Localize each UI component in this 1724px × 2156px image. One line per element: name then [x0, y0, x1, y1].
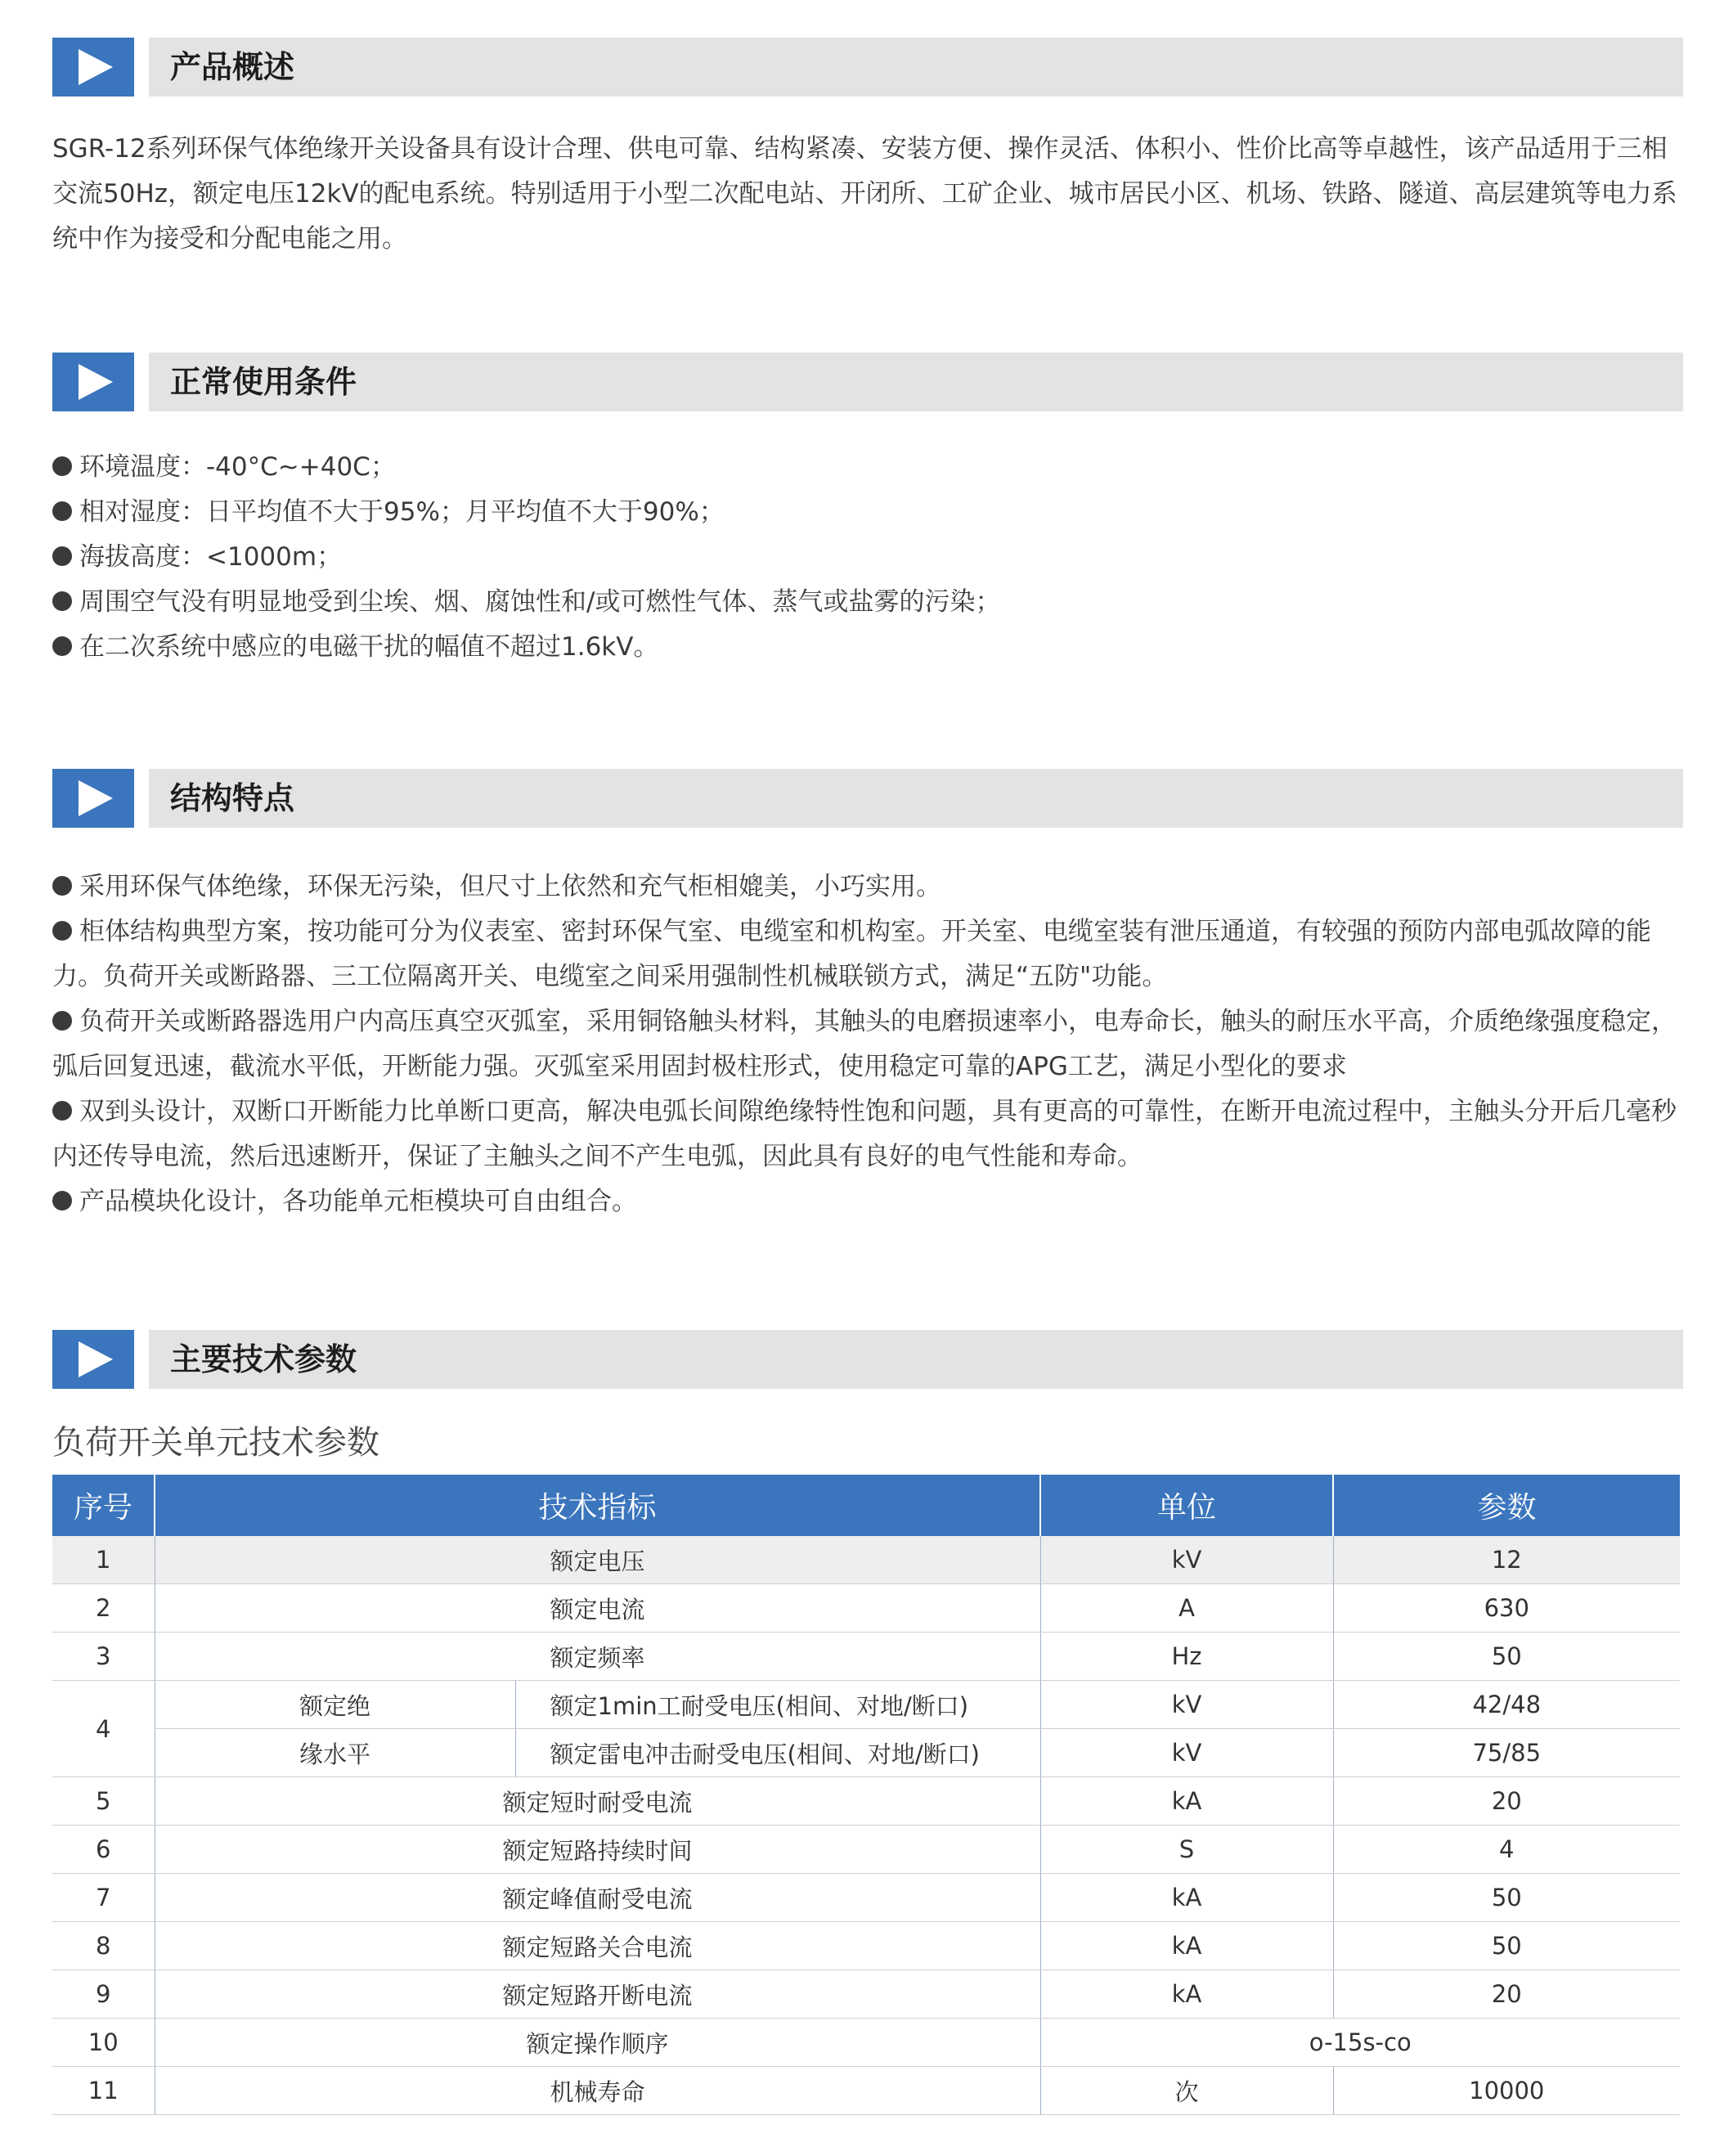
list-item: [52, 535, 1680, 580]
bullet-icon: [52, 1101, 72, 1121]
cell-value: 50: [1333, 1874, 1680, 1922]
list-item: [52, 580, 1680, 625]
table-row: [52, 1681, 1680, 1729]
cell-no: 5: [52, 1777, 155, 1826]
header-no: 序号: [52, 1475, 155, 1536]
list-item: [52, 1179, 1680, 1224]
section-header-conditions: [52, 353, 1683, 411]
header-value: 参数: [1333, 1475, 1680, 1536]
cell-name: 额定电压: [155, 1536, 1040, 1584]
table-row: [52, 1633, 1680, 1681]
list-item-text: 双到头设计，双断口开断能力比单断口更高，解决电弧长间隙绝缘特性饱和问题，具有更高的可靠性，在断开电流过程中，主触头分开后几毫秒内还传导电流，然后迅速断开，保证了主触头之间不产生电弧，因此具有良好的电气性能和寿命。: [52, 1097, 1677, 1171]
cell-name: 额定短路关合电流: [155, 1922, 1040, 1970]
cell-subname: 额定1min工耐受电压(相间、对地/断口): [515, 1681, 1040, 1729]
list-item: [52, 445, 1680, 490]
bullet-icon: [52, 876, 72, 896]
cell-unit: kA: [1040, 1922, 1333, 1970]
cell-unit: kV: [1040, 1729, 1333, 1777]
params-table: [52, 1475, 1680, 2115]
cell-value: 50: [1333, 1633, 1680, 1681]
bullet-icon: [52, 921, 72, 941]
cell-unit: A: [1040, 1584, 1333, 1633]
cell-name: 额定频率: [155, 1633, 1040, 1681]
list-item-text: 相对湿度：日平均值不大于95%；月平均值不大于90%；: [79, 497, 725, 527]
list-item: [52, 910, 1680, 999]
list-item: [52, 999, 1680, 1089]
cell-no: 1: [52, 1536, 155, 1584]
section-title-bar: [149, 1330, 1683, 1389]
cell-value: 75/85: [1333, 1729, 1680, 1777]
bullet-icon: [52, 1191, 72, 1211]
cell-value: o-15s-co: [1040, 2019, 1680, 2067]
section-title: 主要技术参数: [170, 1341, 357, 1377]
cell-name: 机械寿命: [155, 2067, 1040, 2115]
list-item-text: 环境温度：-40°C~+40C；: [79, 452, 396, 482]
play-icon: [52, 769, 134, 828]
table-row: [52, 1922, 1680, 1970]
list-item: [52, 490, 1680, 535]
list-item: [52, 625, 1680, 670]
cell-value: 12: [1333, 1536, 1680, 1584]
cell-name: 额定短时耐受电流: [155, 1777, 1040, 1826]
cell-name: 额定操作顺序: [155, 2019, 1040, 2067]
list-item-text: 负荷开关或断路器选用户内高压真空灭弧室，采用铜铬触头材料，其触头的电磨损速率小，电寿命长，触头的耐压水平高，介质绝缘强度稳定，弧后回复迅速，截流水平低，开断能力强。灭弧室采用固封极柱形式，使用稳定可靠的APG工艺，满足小型化的要求: [52, 1007, 1677, 1081]
cell-unit: kV: [1040, 1681, 1333, 1729]
list-item-text: 在二次系统中感应的电磁干扰的幅值不超过1.6kV。: [79, 632, 659, 662]
cell-subname: 额定雷电冲击耐受电压(相间、对地/断口): [515, 1729, 1040, 1777]
list-item-text: 产品模块化设计，各功能单元柜模块可自由组合。: [79, 1187, 637, 1216]
table-row: [52, 1536, 1680, 1584]
list-item-text: 周围空气没有明显地受到尘埃、烟、腐蚀性和/或可燃性气体、蒸气或盐雾的污染；: [79, 587, 1001, 617]
section-header-structure: [52, 769, 1683, 828]
section-title: 产品概述: [170, 49, 295, 85]
table-caption: 负荷开关单元技术参数: [52, 1424, 379, 1462]
cell-no: 9: [52, 1970, 155, 2019]
table-row: [52, 1729, 1680, 1777]
bullet-icon: [52, 636, 72, 656]
cell-no: 10: [52, 2019, 155, 2067]
table-row: [52, 1826, 1680, 1874]
table-row: [52, 1970, 1680, 2019]
cell-value: 4: [1333, 1826, 1680, 1874]
cell-value: 10000: [1333, 2067, 1680, 2115]
cell-no: 2: [52, 1584, 155, 1633]
table-row: [52, 1584, 1680, 1633]
section-title-bar: [149, 353, 1683, 411]
table-row: [52, 1874, 1680, 1922]
cell-unit: Hz: [1040, 1633, 1333, 1681]
cell-name: 额定短路开断电流: [155, 1970, 1040, 2019]
list-item-text: 海拔高度：<1000m；: [79, 542, 343, 572]
cell-name: 额定短路持续时间: [155, 1826, 1040, 1874]
table-row: [52, 2067, 1680, 2115]
cell-no: 3: [52, 1633, 155, 1681]
cell-no: 8: [52, 1922, 155, 1970]
header-unit: 单位: [1040, 1475, 1333, 1536]
header-indicator: 技术指标: [155, 1475, 1040, 1536]
bullet-icon: [52, 546, 72, 566]
cell-value: 20: [1333, 1970, 1680, 2019]
table-row: [52, 2019, 1680, 2067]
section-header-overview: [52, 38, 1683, 97]
cell-no: 6: [52, 1826, 155, 1874]
structure-list: [52, 865, 1680, 1224]
cell-value: 42/48: [1333, 1681, 1680, 1729]
play-icon: [52, 353, 134, 411]
cell-no: 7: [52, 1874, 155, 1922]
cell-unit: kA: [1040, 1874, 1333, 1922]
conditions-list: [52, 445, 1680, 670]
cell-no: 11: [52, 2067, 155, 2115]
section-title: 结构特点: [170, 780, 295, 816]
cell-name: 额定峰值耐受电流: [155, 1874, 1040, 1922]
cell-name: 额定电流: [155, 1584, 1040, 1633]
overview-paragraph: SGR-12系列环保气体绝缘开关设备具有设计合理、供电可靠、结构紧凑、安装方便、操作灵活、体积小、性价比高等卓越性，该产品适用于三相交流50Hz，额定电压12kV的配电系统。特别适用于小型二次配电站、开闭所、工矿企业、城市居民小区、机场、铁路、隧道、高层建筑等电力系统中作为接受和分配电能之用。: [52, 134, 1677, 254]
section-title-bar: [149, 38, 1683, 97]
bullet-icon: [52, 501, 72, 521]
cell-unit: S: [1040, 1826, 1333, 1874]
bullet-icon: [52, 591, 72, 611]
cell-no: 4: [52, 1681, 155, 1777]
play-icon: [52, 1330, 134, 1389]
table-header-row: [52, 1475, 1680, 1536]
section-title: 正常使用条件: [170, 364, 357, 400]
section-title-bar: [149, 769, 1683, 828]
list-item-text: 采用环保气体绝缘，环保无污染，但尺寸上依然和充气柜相媲美，小巧实用。: [79, 872, 941, 901]
list-item: [52, 1089, 1680, 1179]
cell-unit: 次: [1040, 2067, 1333, 2115]
cell-value: 20: [1333, 1777, 1680, 1826]
cell-unit: kV: [1040, 1536, 1333, 1584]
cell-unit: kA: [1040, 1777, 1333, 1826]
bullet-icon: [52, 456, 72, 476]
table-row: [52, 1777, 1680, 1826]
list-item: [52, 865, 1680, 910]
play-icon: [52, 38, 134, 97]
cell-name-group-line2: 缘水平: [155, 1729, 515, 1777]
section-header-params: [52, 1330, 1683, 1389]
bullet-icon: [52, 1011, 72, 1031]
cell-name-group-line1: 额定绝: [155, 1681, 515, 1729]
cell-unit: kA: [1040, 1970, 1333, 2019]
cell-value: 50: [1333, 1922, 1680, 1970]
cell-value: 630: [1333, 1584, 1680, 1633]
list-item-text: 柜体结构典型方案，按功能可分为仪表室、密封环保气室、电缆室和机构室。开关室、电缆室装有泄压通道，有较强的预防内部电弧故障的能力。负荷开关或断路器、三工位隔离开关、电缆室之间采用强制性机械联锁方式，满足“五防"功能。: [52, 917, 1651, 991]
